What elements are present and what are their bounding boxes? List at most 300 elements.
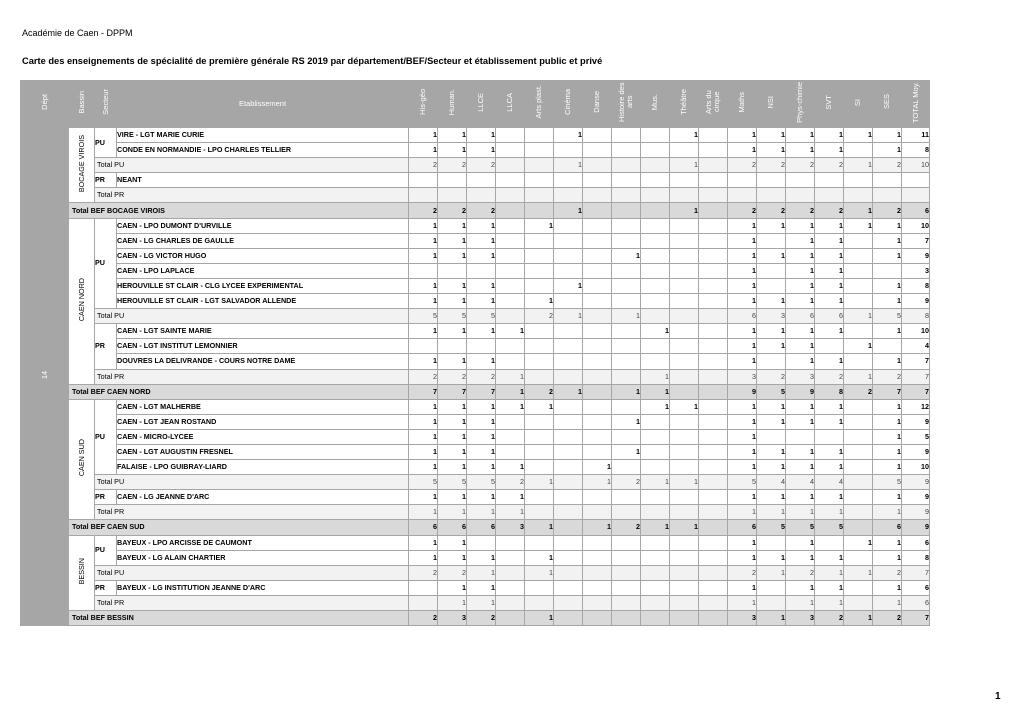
value-cell: 2 <box>496 475 525 490</box>
value-cell: 1 <box>873 444 902 459</box>
value-cell <box>583 218 612 233</box>
value-cell <box>612 550 641 565</box>
value-cell: 6 <box>728 309 757 324</box>
value-cell: 1 <box>728 550 757 565</box>
value-cell <box>699 218 728 233</box>
value-cell <box>612 354 641 369</box>
value-cell: 6 <box>815 309 844 324</box>
value-cell: 6 <box>902 580 930 595</box>
table-row <box>21 339 930 354</box>
value-cell: 9 <box>902 294 930 309</box>
etablissement-cell: BAYEUX - LPO ARCISSE DE CAUMONT <box>117 535 409 550</box>
column-header: LLCE <box>467 81 496 128</box>
value-cell <box>525 263 554 278</box>
value-cell: 1 <box>670 520 699 535</box>
value-cell <box>641 158 670 173</box>
value-cell <box>641 128 670 143</box>
value-cell <box>583 354 612 369</box>
value-cell: 1 <box>409 324 438 339</box>
value-cell: 2 <box>815 611 844 626</box>
value-cell: 1 <box>438 505 467 520</box>
value-cell: 6 <box>873 520 902 535</box>
value-cell <box>641 611 670 626</box>
value-cell <box>873 263 902 278</box>
value-cell: 1 <box>467 490 496 505</box>
bassin-cell: BOCAGE VIROIS <box>69 128 95 203</box>
value-cell <box>844 143 873 158</box>
value-cell <box>583 580 612 595</box>
value-cell: 1 <box>612 248 641 263</box>
value-cell: 1 <box>554 309 583 324</box>
value-cell: 2 <box>786 565 815 580</box>
value-cell <box>554 444 583 459</box>
value-cell: 7 <box>902 565 930 580</box>
etablissement-cell: CONDE EN NORMANDIE - LPO CHARLES TELLIER <box>117 143 409 158</box>
value-cell <box>670 309 699 324</box>
sector-cell: PU <box>95 128 117 158</box>
value-cell <box>699 203 728 218</box>
value-cell: 1 <box>873 414 902 429</box>
value-cell: 5 <box>757 384 786 399</box>
value-cell: 1 <box>844 218 873 233</box>
value-cell <box>670 580 699 595</box>
value-cell <box>670 354 699 369</box>
value-cell <box>467 339 496 354</box>
value-cell <box>554 520 583 535</box>
value-cell <box>641 188 670 203</box>
value-cell <box>496 339 525 354</box>
value-cell <box>583 611 612 626</box>
value-cell: 1 <box>873 218 902 233</box>
value-cell <box>525 143 554 158</box>
value-cell <box>641 595 670 610</box>
sector-total-row <box>21 188 930 203</box>
value-cell <box>670 339 699 354</box>
value-cell <box>467 535 496 550</box>
value-cell: 1 <box>757 550 786 565</box>
value-cell: 1 <box>757 248 786 263</box>
value-cell: 2 <box>467 158 496 173</box>
value-cell <box>612 218 641 233</box>
value-cell <box>641 460 670 475</box>
value-cell <box>496 354 525 369</box>
value-cell <box>844 460 873 475</box>
value-cell <box>757 188 786 203</box>
etablissement-cell: CAEN - LG VICTOR HUGO <box>117 248 409 263</box>
value-cell <box>612 278 641 293</box>
value-cell <box>583 324 612 339</box>
value-cell: 2 <box>873 158 902 173</box>
value-cell: 1 <box>409 143 438 158</box>
value-cell <box>583 128 612 143</box>
column-header: Histoire des arts <box>612 81 641 128</box>
value-cell: 2 <box>844 384 873 399</box>
value-cell: 1 <box>757 143 786 158</box>
value-cell: 1 <box>786 399 815 414</box>
value-cell <box>525 339 554 354</box>
value-cell: 1 <box>670 128 699 143</box>
sector-total-label: Total PR <box>95 505 409 520</box>
value-cell: 1 <box>873 248 902 263</box>
value-cell <box>525 188 554 203</box>
value-cell: 1 <box>757 414 786 429</box>
value-cell: 1 <box>728 233 757 248</box>
value-cell <box>583 369 612 384</box>
value-cell: 1 <box>409 444 438 459</box>
value-cell: 1 <box>525 475 554 490</box>
etablissement-cell: CAEN - LG CHARLES DE GAULLE <box>117 233 409 248</box>
value-cell <box>583 158 612 173</box>
value-cell: 1 <box>815 324 844 339</box>
value-cell <box>902 188 930 203</box>
specialty-table <box>20 80 930 626</box>
value-cell <box>699 505 728 520</box>
etablissement-header: Etablissement <box>117 81 409 128</box>
value-cell <box>699 399 728 414</box>
bassin-header: Bassin <box>69 81 95 128</box>
column-header: Arts plast. <box>525 81 554 128</box>
value-cell: 1 <box>728 490 757 505</box>
value-cell <box>844 188 873 203</box>
value-cell <box>496 248 525 263</box>
value-cell: 1 <box>786 414 815 429</box>
value-cell <box>612 369 641 384</box>
value-cell: 1 <box>525 399 554 414</box>
value-cell: 4 <box>786 475 815 490</box>
value-cell: 2 <box>467 203 496 218</box>
value-cell: 7 <box>902 611 930 626</box>
sector-cell: PR <box>95 580 117 595</box>
value-cell <box>496 611 525 626</box>
value-cell <box>496 278 525 293</box>
value-cell: 2 <box>438 158 467 173</box>
value-cell <box>844 595 873 610</box>
value-cell <box>583 278 612 293</box>
value-cell <box>554 399 583 414</box>
value-cell <box>844 354 873 369</box>
value-cell <box>670 248 699 263</box>
value-cell <box>786 188 815 203</box>
value-cell <box>670 565 699 580</box>
value-cell <box>583 339 612 354</box>
value-cell: 1 <box>873 580 902 595</box>
value-cell: 1 <box>873 595 902 610</box>
value-cell <box>844 278 873 293</box>
value-cell <box>844 475 873 490</box>
value-cell <box>844 263 873 278</box>
value-cell: 3 <box>728 611 757 626</box>
value-cell <box>525 490 554 505</box>
sector-total-label: Total PR <box>95 595 409 610</box>
value-cell: 1 <box>467 324 496 339</box>
value-cell: 1 <box>844 309 873 324</box>
value-cell <box>641 490 670 505</box>
value-cell <box>496 565 525 580</box>
value-cell: 1 <box>844 535 873 550</box>
value-cell: 1 <box>873 128 902 143</box>
value-cell: 1 <box>496 399 525 414</box>
value-cell: 1 <box>467 128 496 143</box>
value-cell <box>757 535 786 550</box>
value-cell: 1 <box>757 339 786 354</box>
value-cell: 2 <box>728 203 757 218</box>
value-cell: 2 <box>873 611 902 626</box>
value-cell: 1 <box>786 354 815 369</box>
table-row <box>21 399 930 414</box>
value-cell: 1 <box>728 444 757 459</box>
value-cell <box>583 429 612 444</box>
value-cell: 5 <box>467 309 496 324</box>
value-cell: 5 <box>438 309 467 324</box>
value-cell: 1 <box>612 384 641 399</box>
value-cell: 1 <box>612 414 641 429</box>
value-cell: 1 <box>525 611 554 626</box>
value-cell: 1 <box>873 294 902 309</box>
sector-total-label: Total PU <box>95 309 409 324</box>
value-cell <box>699 309 728 324</box>
value-cell <box>844 490 873 505</box>
value-cell <box>641 505 670 520</box>
table-row <box>21 248 930 263</box>
value-cell <box>496 143 525 158</box>
value-cell <box>583 490 612 505</box>
value-cell: 2 <box>467 611 496 626</box>
value-cell: 1 <box>815 505 844 520</box>
value-cell <box>670 324 699 339</box>
column-header: SES <box>873 81 902 128</box>
value-cell <box>699 565 728 580</box>
value-cell: 5 <box>815 520 844 535</box>
table-row <box>21 173 930 188</box>
value-cell: 1 <box>786 143 815 158</box>
value-cell: 1 <box>815 233 844 248</box>
value-cell: 1 <box>815 580 844 595</box>
column-header: SVT <box>815 81 844 128</box>
value-cell: 1 <box>786 550 815 565</box>
value-cell <box>612 490 641 505</box>
table-row <box>21 278 930 293</box>
value-cell: 1 <box>467 505 496 520</box>
value-cell: 2 <box>409 369 438 384</box>
value-cell: 1 <box>467 429 496 444</box>
value-cell: 1 <box>438 354 467 369</box>
value-cell: 1 <box>409 128 438 143</box>
value-cell <box>844 505 873 520</box>
value-cell <box>583 399 612 414</box>
value-cell: 1 <box>641 520 670 535</box>
value-cell <box>612 143 641 158</box>
value-cell: 1 <box>815 218 844 233</box>
value-cell: 2 <box>525 309 554 324</box>
sector-cell: PU <box>95 218 117 309</box>
page-number: 1 <box>995 691 1001 702</box>
value-cell: 1 <box>409 460 438 475</box>
value-cell <box>583 188 612 203</box>
value-cell <box>554 339 583 354</box>
value-cell: 2 <box>728 158 757 173</box>
value-cell: 3 <box>786 611 815 626</box>
value-cell <box>641 339 670 354</box>
column-header: Mus. <box>641 81 670 128</box>
value-cell <box>583 550 612 565</box>
value-cell: 1 <box>467 595 496 610</box>
value-cell: 1 <box>467 248 496 263</box>
value-cell <box>554 475 583 490</box>
value-cell <box>641 535 670 550</box>
value-cell <box>554 173 583 188</box>
table-row <box>21 429 930 444</box>
column-header: LLCA <box>496 81 525 128</box>
value-cell <box>438 173 467 188</box>
column-header: Théâtre <box>670 81 699 128</box>
value-cell <box>670 218 699 233</box>
value-cell: 6 <box>902 595 930 610</box>
value-cell: 10 <box>902 158 930 173</box>
value-cell: 1 <box>554 278 583 293</box>
value-cell <box>583 233 612 248</box>
bef-total-label: Total BEF CAEN NORD <box>69 384 409 399</box>
value-cell: 2 <box>467 369 496 384</box>
value-cell: 9 <box>902 475 930 490</box>
value-cell: 2 <box>786 158 815 173</box>
value-cell <box>496 218 525 233</box>
etablissement-cell: VIRE - LGT MARIE CURIE <box>117 128 409 143</box>
etablissement-cell: CAEN - LGT JEAN ROSTAND <box>117 414 409 429</box>
value-cell: 1 <box>815 444 844 459</box>
etablissement-cell: CAEN - MICRO-LYCEE <box>117 429 409 444</box>
value-cell: 4 <box>757 475 786 490</box>
value-cell <box>844 173 873 188</box>
sector-total-row <box>21 309 930 324</box>
value-cell <box>525 444 554 459</box>
value-cell: 1 <box>641 369 670 384</box>
value-cell: 1 <box>873 143 902 158</box>
value-cell: 1 <box>786 263 815 278</box>
value-cell: 1 <box>438 580 467 595</box>
value-cell: 1 <box>670 399 699 414</box>
value-cell <box>699 611 728 626</box>
value-cell <box>612 158 641 173</box>
value-cell: 7 <box>902 369 930 384</box>
value-cell <box>525 173 554 188</box>
value-cell: 1 <box>438 444 467 459</box>
value-cell <box>583 143 612 158</box>
value-cell: 1 <box>786 248 815 263</box>
value-cell <box>554 414 583 429</box>
value-cell: 2 <box>438 369 467 384</box>
value-cell <box>467 263 496 278</box>
etablissement-cell: CAEN - LGT MALHERBE <box>117 399 409 414</box>
column-header: TOTAL Moy. <box>902 81 930 128</box>
value-cell <box>699 520 728 535</box>
value-cell <box>844 444 873 459</box>
value-cell: 2 <box>612 520 641 535</box>
sector-total-row <box>21 565 930 580</box>
value-cell: 1 <box>728 248 757 263</box>
value-cell: 1 <box>728 218 757 233</box>
value-cell: 1 <box>496 369 525 384</box>
value-cell <box>554 324 583 339</box>
value-cell: 1 <box>438 460 467 475</box>
value-cell: 6 <box>438 520 467 535</box>
value-cell <box>612 339 641 354</box>
value-cell: 1 <box>815 143 844 158</box>
value-cell <box>815 173 844 188</box>
value-cell <box>641 278 670 293</box>
value-cell: 1 <box>815 565 844 580</box>
value-cell: 2 <box>612 475 641 490</box>
value-cell <box>496 595 525 610</box>
value-cell: 1 <box>873 399 902 414</box>
value-cell <box>641 414 670 429</box>
value-cell <box>496 128 525 143</box>
value-cell <box>699 173 728 188</box>
sector-cell: PU <box>95 535 117 565</box>
value-cell <box>583 384 612 399</box>
value-cell: 1 <box>496 460 525 475</box>
value-cell: 1 <box>844 203 873 218</box>
etablissement-cell: HEROUVILLE ST CLAIR - LGT SALVADOR ALLENDE <box>117 294 409 309</box>
sector-total-label: Total PU <box>95 158 409 173</box>
value-cell <box>641 580 670 595</box>
value-cell: 1 <box>728 263 757 278</box>
value-cell: 10 <box>902 218 930 233</box>
value-cell <box>699 475 728 490</box>
value-cell: 2 <box>815 203 844 218</box>
column-header: Danse <box>583 81 612 128</box>
sector-cell: PR <box>95 490 117 505</box>
value-cell <box>757 278 786 293</box>
value-cell <box>641 263 670 278</box>
value-cell: 1 <box>873 429 902 444</box>
value-cell: 2 <box>409 158 438 173</box>
value-cell: 1 <box>409 550 438 565</box>
value-cell: 1 <box>728 143 757 158</box>
value-cell <box>612 595 641 610</box>
value-cell <box>612 203 641 218</box>
value-cell: 1 <box>409 535 438 550</box>
value-cell: 1 <box>409 354 438 369</box>
value-cell <box>670 143 699 158</box>
value-cell: 1 <box>873 233 902 248</box>
value-cell <box>641 550 670 565</box>
value-cell: 10 <box>902 324 930 339</box>
value-cell: 1 <box>757 128 786 143</box>
value-cell <box>583 294 612 309</box>
value-cell: 1 <box>409 248 438 263</box>
value-cell <box>641 218 670 233</box>
etablissement-cell: CAEN - LPO LAPLACE <box>117 263 409 278</box>
etablissement-cell: FALAISE - LPO GUIBRAY-LIARD <box>117 460 409 475</box>
value-cell <box>612 399 641 414</box>
value-cell: 2 <box>786 203 815 218</box>
value-cell <box>641 233 670 248</box>
value-cell: 1 <box>554 203 583 218</box>
value-cell: 5 <box>757 520 786 535</box>
value-cell: 1 <box>728 595 757 610</box>
value-cell: 1 <box>467 294 496 309</box>
value-cell <box>554 188 583 203</box>
value-cell <box>670 173 699 188</box>
value-cell: 1 <box>438 429 467 444</box>
value-cell <box>525 158 554 173</box>
value-cell: 1 <box>641 384 670 399</box>
value-cell: 1 <box>612 444 641 459</box>
value-cell <box>554 218 583 233</box>
value-cell: 2 <box>873 369 902 384</box>
value-cell <box>496 263 525 278</box>
value-cell: 1 <box>438 143 467 158</box>
